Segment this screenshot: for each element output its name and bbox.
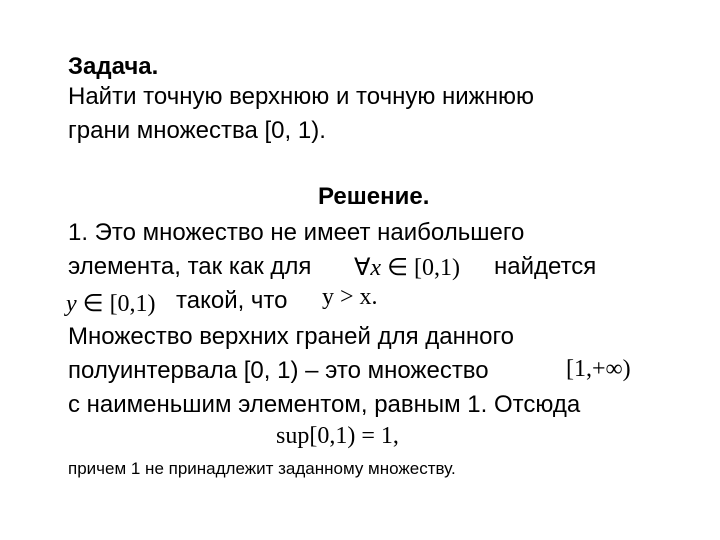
solution-line-2a: элемента, так как для [68, 253, 312, 280]
forall-set: [0,1) [413, 255, 460, 281]
solution-line-1: 1. Это множество не имеет наибольшего [68, 219, 525, 246]
forall-symbol: ∀ [354, 255, 371, 281]
upper-bounds-set: [1,+∞) [566, 356, 631, 382]
element-of-symbol: ∈ [76, 291, 110, 317]
forall-formula [354, 253, 460, 282]
task-line-2: грани множества [0, 1). [68, 117, 326, 144]
inequality-formula: y > x. [322, 284, 378, 310]
task-heading: Задача. [68, 53, 159, 80]
solution-line-6: с наименьшим элементом, равным 1. Отсюда [68, 391, 581, 418]
task-line-1: Найти точную верхнюю и точную нижнюю [68, 83, 534, 110]
y-var: y [66, 291, 77, 317]
solution-note: причем 1 не принадлежит заданному множеству. [68, 459, 456, 478]
solution-heading: Решение. [318, 183, 430, 210]
solution-line-3b: такой, что [176, 287, 288, 314]
solution-line-4: Множество верхних граней для данного [68, 323, 515, 350]
y-formula [66, 289, 156, 318]
solution-line-2b: найдется [494, 253, 597, 280]
solution-line-5: полуинтервала [0, 1) – это множество [68, 357, 489, 384]
y-set: [0,1) [109, 291, 156, 317]
forall-var: x [370, 255, 382, 281]
sup-formula: sup[0,1) = 1, [276, 423, 399, 449]
element-of-symbol: ∈ [381, 255, 414, 281]
